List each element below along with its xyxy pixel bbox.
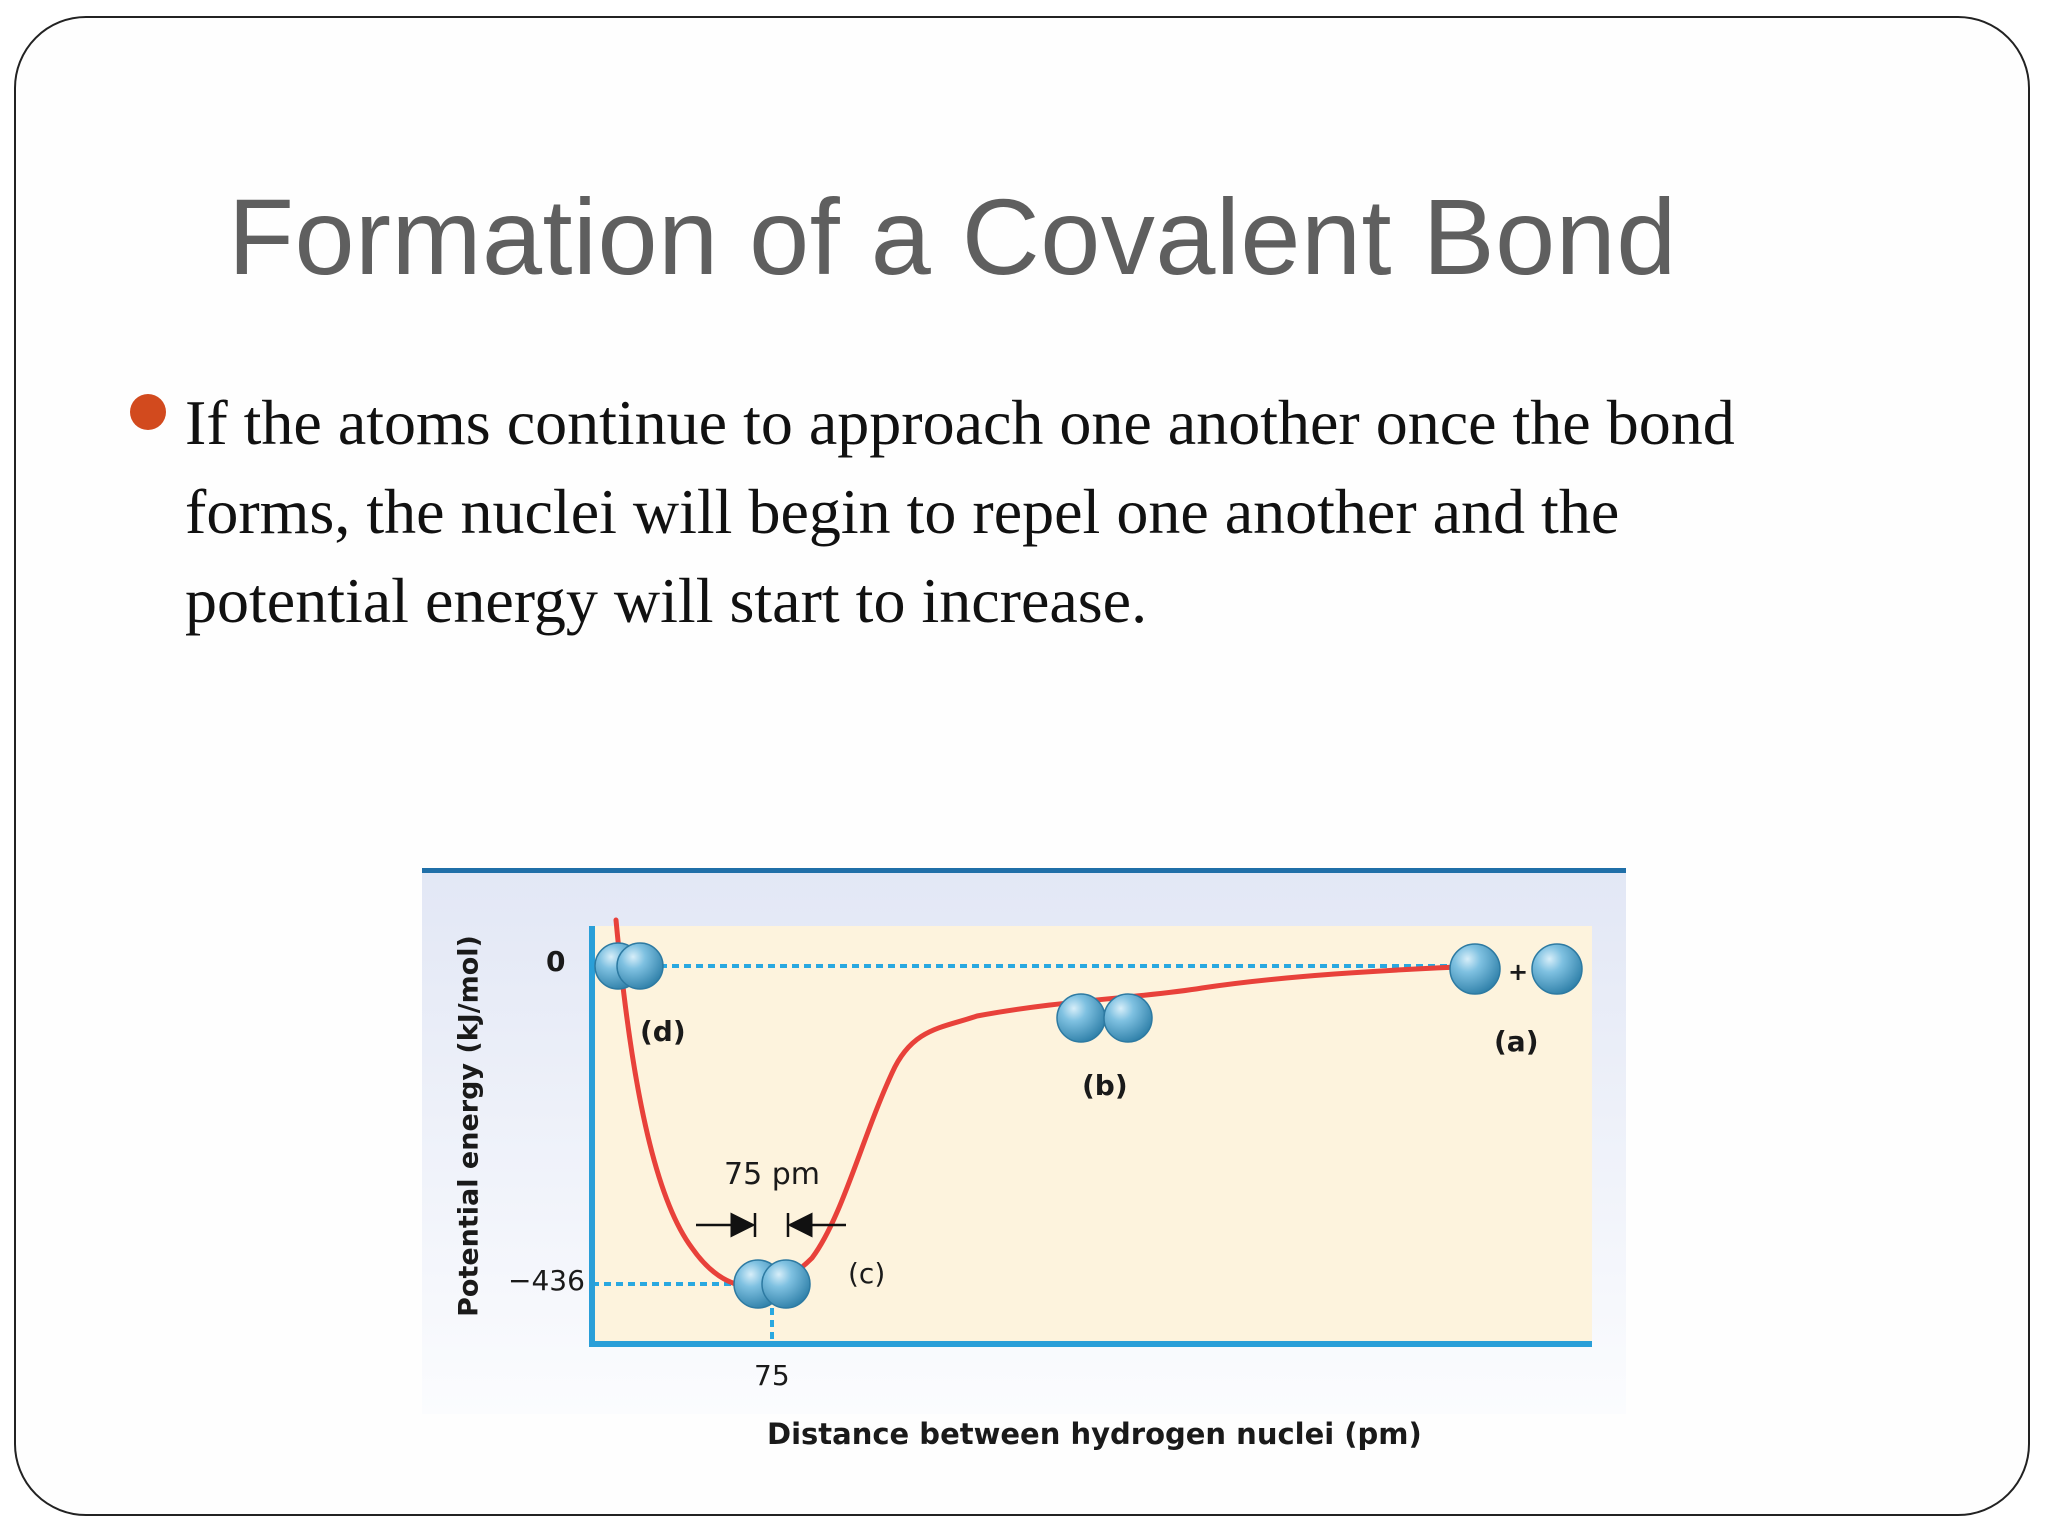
y-tick-zero: 0: [546, 945, 566, 978]
point-label-a: (a): [1494, 1025, 1539, 1058]
bullet-line: If the atoms continue to approach one another once the bond: [185, 387, 1735, 458]
bullet-line: forms, the nuclei will begin to repel one another and the: [185, 476, 1620, 547]
figure-top-rule: [422, 868, 1626, 873]
hydrogen-atom-icon: [734, 1260, 810, 1308]
bullet-dot-icon: [130, 394, 166, 430]
x-tick-bond-length: 75: [754, 1359, 790, 1392]
bullet-text: [185, 378, 1865, 645]
point-label-c: (c): [848, 1257, 886, 1290]
bond-length-label: 75 pm: [724, 1157, 820, 1192]
potential-energy-figure: [422, 868, 1626, 1451]
bullet-line: potential energy will start to increase.: [185, 565, 1148, 636]
point-label-b: (b): [1082, 1069, 1128, 1102]
y-tick-minimum: −436: [508, 1264, 585, 1297]
slide-title: Formation of a Covalent Bond: [228, 176, 1677, 297]
hydrogen-atom-icon: [595, 943, 663, 989]
y-axis-label: Potential energy (kJ/mol): [453, 935, 485, 1317]
x-axis-label: Distance between hydrogen nuclei (pm): [767, 1417, 1422, 1451]
plus-sign: +: [1508, 958, 1529, 986]
point-label-d: (d): [640, 1015, 686, 1048]
figure-graphics: [422, 868, 1626, 1414]
